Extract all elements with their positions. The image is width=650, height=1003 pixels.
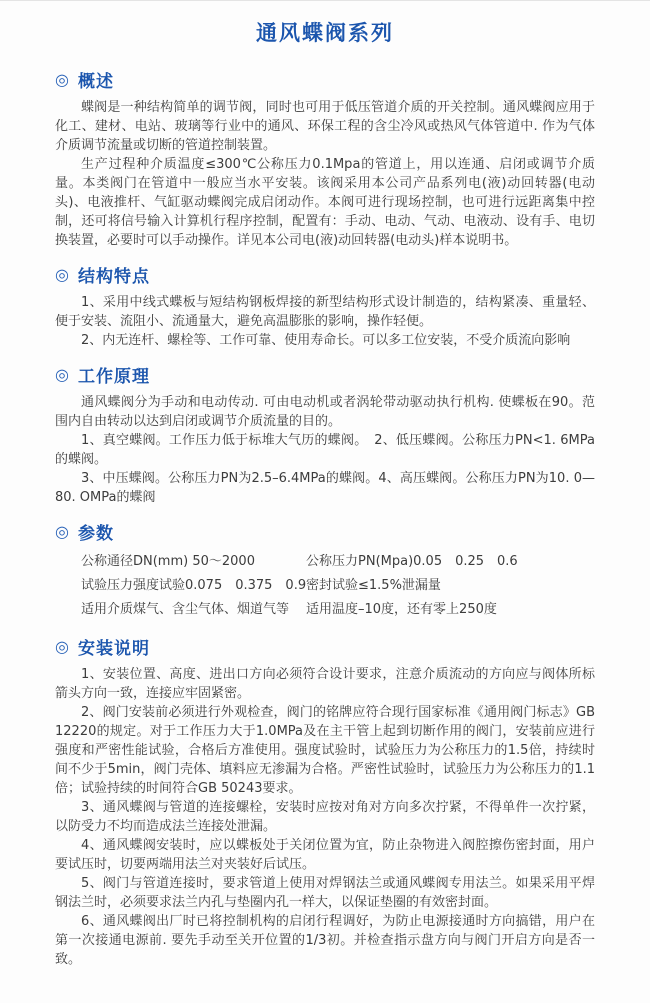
installation-item-6: 6、通风蝶阀出厂时已将控制机构的启闭行程调好，为防止电源接通时方向搞错，用户在第一次接通电源前. 要先手动至关开位置的1/3初。并检查指示盘方向与阀门开启方向是否一致。: [55, 914, 595, 967]
section-principle-heading: [55, 362, 595, 387]
param-nominal-diameter: 公称通径DN(mm) 50～2000: [81, 554, 255, 569]
section-installation-heading: [55, 634, 595, 659]
section-overview-title: 概述: [77, 72, 114, 92]
installation-item-2: 2、阀门安装前必须进行外观检查，阀门的铭牌应符合现行国家标准《通用阀门标志》GB 12220的规定。对于工作压力大于1.0MPa及在主干管上起到切断作用的阀门，安装前应进行强度和严密性能试验，合格后方准使用。强度试验时，试验压力为公称压力的1.5倍，持续时间不少于5min，阀门壳体、填料应无渗漏为合格。严密性试验时，试验压力为公称压力的1.1倍；试验持续的时间符合GB 50243要求。: [55, 705, 595, 796]
parameters-column-left: [81, 550, 306, 622]
section-structure-heading: [55, 262, 595, 287]
structure-item-1: 1、采用中线式蝶板与短结构钢板焊接的新型结构形式设计制造的，结构紧凑、重量轻、便于安装、流阻小、流通量大，避免高温膨胀的影响，操作轻便。: [55, 295, 595, 329]
installation-item-3: 3、通风蝶阀与管道的连接螺栓，安装时应按对角对方向多次拧紧，不得单件一次拧紧，以防受力不均而造成法兰连接处泄漏。: [55, 800, 595, 834]
installation-item-4: 4、通风蝶阀安装时，应以蝶板处于关闭位置为宜，防止杂物进入阀腔擦伤密封面，用户要试压时，切要两端用法兰对夹装好后试压。: [55, 838, 595, 872]
section-bullet-icon: ◎: [55, 69, 70, 89]
section-bullet-icon: ◎: [55, 636, 70, 656]
overview-paragraph-1: 蝶阀是一种结构简单的调节阀，同时也可用于低压管道介质的开关控制。通风蝶阀应用于化工、建材、电站、玻璃等行业中的通风、环保工程的含尘冷风或热风气体管道中. 作为气体介质调节流量或切断的管道控制装置。: [55, 100, 595, 153]
section-installation-title: 安装说明: [77, 639, 150, 659]
section-overview: [55, 67, 595, 250]
param-seal-test: 密封试验≤1.5%泄漏量: [306, 578, 441, 593]
installation-item-5: 5、阀门与管道连接时，要求管道上使用对焊钢法兰或通风蝶阀专用法兰。如果采用平焊钢法兰时，必须要求法兰内孔与垫圈内孔一样大，以保证垫圈的有效密封面。: [55, 876, 595, 910]
section-bullet-icon: ◎: [55, 264, 70, 284]
overview-paragraph-2: 生产过程种介质温度≤300℃公称压力0.1Mpa的管道上，用以连通、启闭或调节介质量。本类阀门在管道中一般应当水平安装。该阀采用本公司产品系列电(液)动回转器(电动头)、电液推杆、气缸驱动蝶阀完成启闭动作。本阀可进行现场控制，也可进行远距离集中控制，还可将信号输入计算机行程序控制，配置有：手动、电动、气动、电液动、设有手、电切换装置，必要时可以手动操作。详见本公司电(液)动回转器(电动头)样本说明书。: [55, 157, 595, 248]
principle-item-1-2: 1、真空蝶阀。工作压力低于标堆大气历的蝶阀。 2、低压蝶阀。公称压力PN<1. 6MPa的蝶阀。: [55, 433, 595, 467]
principle-paragraph: 通风蝶阀分为手动和电动传动. 可由电动机或者涡轮带动驱动执行机构. 使蝶板在90。范围内自由转动以达到启闭或调节介质流量的目的。: [55, 395, 595, 429]
section-working-principle: [55, 362, 595, 507]
section-parameters: [55, 519, 595, 622]
structure-item-2: 2、内无连杆、螺栓等、工作可靠、使用寿命长。可以多工位安装，不受介质流向影响: [81, 333, 571, 348]
param-applicable-medium: 适用介质煤气、含尘气体、烟道气等: [81, 602, 290, 617]
parameters-table: [55, 550, 595, 622]
param-temperature-range: 适用温度–10度，还有零上250度: [306, 602, 497, 617]
section-structure-title: 结构特点: [77, 267, 150, 287]
section-bullet-icon: ◎: [55, 364, 70, 384]
section-principle-title: 工作原理: [77, 367, 150, 387]
section-parameters-heading: [55, 519, 595, 544]
section-structure-features: [55, 262, 595, 350]
section-overview-heading: [55, 67, 595, 92]
section-installation-instructions: [55, 634, 595, 969]
principle-item-3-4: 3、中压蝶阀。公称压力PN为2.5–6.4MPa的蝶阀。4、高压蝶阀。公称压力PN为10. 0—80. OMPa的蝶阀: [55, 471, 595, 505]
parameters-column-right: [306, 550, 595, 622]
installation-item-1: 1、安装位置、高度、进出口方向必须符合设计要求，注意介质流动的方向应与阀体所标箭头方向一致，连接应牢固紧密。: [55, 667, 595, 701]
param-nominal-pressure: 公称压力PN(Mpa)0.05 0.25 0.6: [306, 554, 518, 569]
section-parameters-title: 参数: [77, 524, 114, 544]
section-bullet-icon: ◎: [55, 521, 70, 541]
param-test-pressure: 试验压力强度试验0.075 0.375 0.9: [81, 578, 307, 593]
page-title: 通风蝶阀系列: [256, 21, 394, 45]
